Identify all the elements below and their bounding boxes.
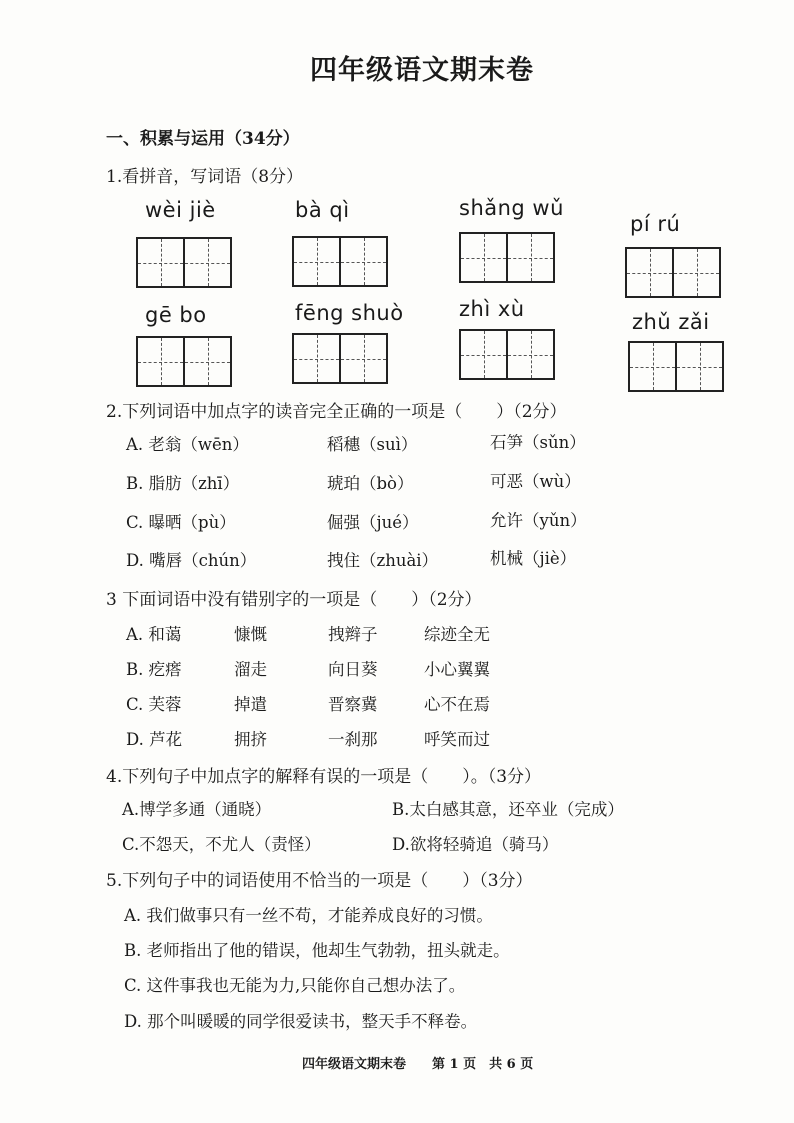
q3-word: 溜走 <box>234 660 267 679</box>
q2-word: 可恶（wù） <box>490 472 581 491</box>
q3-word: 掉遣 <box>234 695 267 714</box>
q4-option[interactable]: A.博学多通（通晓） <box>122 800 272 819</box>
q3-word: 一刹那 <box>328 730 378 749</box>
q5-option[interactable]: C. 这件事我也无能为力,只能你自己想办法了。 <box>124 976 466 995</box>
q3-word: 小心翼翼 <box>424 660 490 679</box>
pinyin-2: bà qì <box>295 198 350 222</box>
pinyin-6: fēng shuò <box>295 301 404 325</box>
pinyin-1: wèi jiè <box>145 198 216 222</box>
q3-word: 呼笑而过 <box>424 730 490 749</box>
writing-grid-4[interactable] <box>625 247 721 298</box>
q2-word: 稻穗（suì） <box>327 435 418 454</box>
q2-word: 允许（yǔn） <box>490 511 587 530</box>
writing-grid-7[interactable] <box>459 329 555 380</box>
q4-option[interactable]: C.不怨天，不尤人（责怪） <box>122 835 321 854</box>
section-heading: 一、积累与运用（34分） <box>106 129 300 149</box>
page-footer: 四年级语文期末卷 第 1 页 共 6 页 <box>302 1057 534 1072</box>
pinyin-3: shǎng wǔ <box>459 196 564 220</box>
q5-option[interactable]: A. 我们做事只有一丝不苟，才能养成良好的习惯。 <box>124 906 493 925</box>
pinyin-5: gē bo <box>145 303 207 327</box>
q2-option[interactable]: C. 曝晒（pù） <box>126 513 236 532</box>
q3-option[interactable]: A. 和蔼 <box>126 625 182 644</box>
q4-option[interactable]: D.欲将轻骑追（骑马） <box>392 835 559 854</box>
q3-word: 拽辫子 <box>328 625 378 644</box>
writing-grid-8[interactable] <box>628 341 724 392</box>
q3-option[interactable]: B. 疙瘩 <box>126 660 182 679</box>
q2-option[interactable]: A. 老翁（wēn） <box>126 435 249 454</box>
writing-grid-3[interactable] <box>459 232 555 283</box>
q5-option[interactable]: B. 老师指出了他的错误，他却生气勃勃，扭头就走。 <box>124 941 510 960</box>
pinyin-4: pí rú <box>630 212 681 236</box>
q3-word: 晋察冀 <box>328 695 378 714</box>
writing-grid-2[interactable] <box>292 236 388 287</box>
page-title: 四年级语文期末卷 <box>310 55 534 86</box>
q5-option[interactable]: D. 那个叫暖暖的同学很爱读书，整天手不释卷。 <box>124 1012 478 1031</box>
q2-word: 拽住（zhuài） <box>327 551 439 570</box>
question-5-stem: 5.下列句子中的词语使用不恰当的一项是（ ）（3分） <box>106 871 533 891</box>
pinyin-8: zhǔ zǎi <box>632 310 710 334</box>
q3-option[interactable]: C. 芙蓉 <box>126 695 182 714</box>
q2-word: 琥珀（bò） <box>327 474 414 493</box>
question-3-stem: 3 下面词语中没有错别字的一项是（ ）（2分） <box>106 590 482 610</box>
q3-word: 心不在焉 <box>424 695 490 714</box>
q4-option[interactable]: B.太白感其意，还卒业（完成） <box>392 800 624 819</box>
q2-word: 倔强（jué） <box>327 513 419 532</box>
question-1-stem: 1.看拼音，写词语（8分） <box>106 167 304 187</box>
q2-option[interactable]: B. 脂肪（zhī） <box>126 474 240 493</box>
q3-word: 拥挤 <box>234 730 267 749</box>
q3-word: 向日葵 <box>328 660 378 679</box>
question-2-stem: 2.下列词语中加点字的读音完全正确的一项是（ ）（2分） <box>106 402 567 422</box>
q2-option[interactable]: D. 嘴唇（chún） <box>126 551 257 570</box>
q2-word: 机械（jiè） <box>490 549 577 568</box>
writing-grid-6[interactable] <box>292 333 388 384</box>
q3-option[interactable]: D. 芦花 <box>126 730 183 749</box>
writing-grid-5[interactable] <box>136 336 232 387</box>
q3-word: 综迹全无 <box>424 625 490 644</box>
q2-word: 石笋（sǔn） <box>490 433 586 452</box>
writing-grid-1[interactable] <box>136 237 232 288</box>
question-4-stem: 4.下列句子中加点字的解释有误的一项是（ ）。（3分） <box>106 767 542 787</box>
pinyin-7: zhì xù <box>459 297 525 321</box>
q3-word: 慷慨 <box>234 625 267 644</box>
